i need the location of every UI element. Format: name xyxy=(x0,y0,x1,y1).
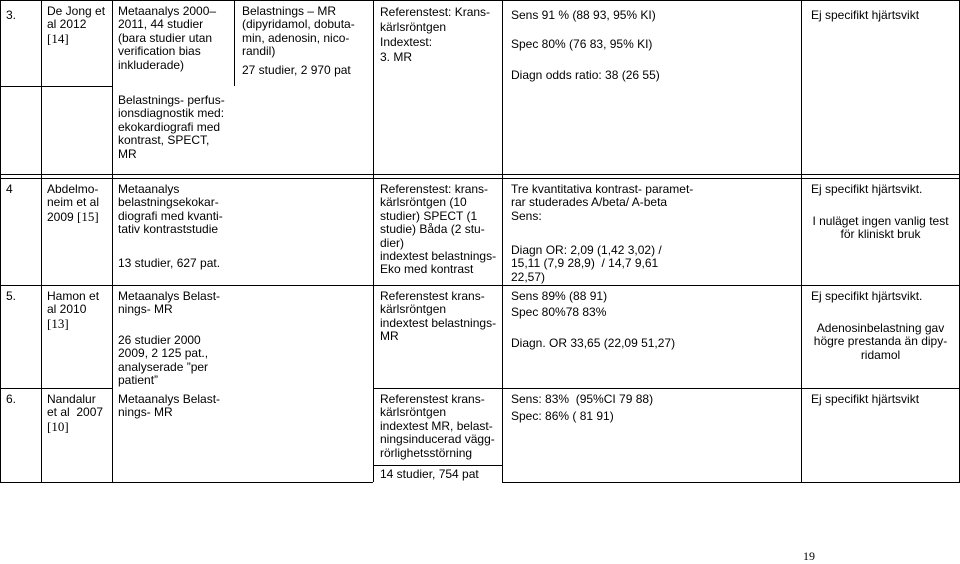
study-count: 27 studier, 2 970 pat xyxy=(242,63,351,77)
study-design: Metaanalys belastningsekokar- diografi med kvanti- tativ kontraststudie xyxy=(118,182,223,237)
page-number: 19 xyxy=(803,549,815,563)
study-design: Metaanalys 2000– 2011, 44 studier (bara studier utan verification bias inkluderade) xyxy=(118,4,217,72)
study-author: Nandalur et al 2007 [10] xyxy=(47,392,104,434)
reference-test: Referenstest krans- kärlsröntgen indextest belastnings- MR xyxy=(380,289,497,344)
study-reference: [14] xyxy=(47,30,69,46)
study-author: Abdelmo- neim et al 2009 [15] xyxy=(47,182,100,224)
reference-test: Referenstest: Krans- kärlsröntgen Indextest: 3. MR xyxy=(380,5,491,64)
comment: Ej specifikt hjärtsvikt. xyxy=(811,289,923,303)
result-odds-ratio: Diagn. OR 33,65 (22,09 51,27) xyxy=(511,336,676,350)
study-reference: [10] xyxy=(47,418,69,434)
row-number: 5. xyxy=(6,289,17,303)
result-odds-ratio: Diagn odds ratio: 38 (26 55) xyxy=(511,68,660,82)
study-reference: [13] xyxy=(47,315,69,331)
study-count: 26 studier 2000 2009, 2 125 pat., analyserade ”per patient” xyxy=(118,333,209,388)
reference-test: Referenstest krans- kärlsröntgen indextest MR, belast- ningsinducerad vägg- rörlighetsstörning xyxy=(380,392,495,460)
study-reference: [15] xyxy=(77,208,99,224)
study-count: 14 studier, 754 pat xyxy=(380,467,479,481)
result-parameters: Tre kvantitativa kontrast- paramet- rar studerades A/beta/ A-beta Sens: xyxy=(511,182,694,223)
result-odds-ratio: Diagn OR: 2,09 (1,42 3,02) / 15,11 (7,9 28,9) / 14,7 9,61 22,57) xyxy=(511,243,662,284)
result-specificity: Spec 80% (76 83, 95% KI) xyxy=(511,37,653,51)
study-design: Metaanalys Belast- nings- MR xyxy=(118,392,221,420)
row-number: 3. xyxy=(6,8,17,22)
study-design: Metaanalys Belast- nings- MR xyxy=(118,289,221,317)
result-sensitivity: Sens 91 % (88 93, 95% KI) xyxy=(511,8,656,22)
study-author: Hamon et al 2010 [13] xyxy=(47,289,100,331)
result-sensitivity: Sens 89% (88 91) xyxy=(511,289,608,303)
comment: Ej specifikt hjärtsvikt xyxy=(811,392,920,406)
comment-note: Adenosinbelastning gav högre prestanda än dipy- ridamol xyxy=(813,321,948,362)
study-population: Belastnings – MR (dipyridamol, dobuta- min, adenosin, nico- randil) xyxy=(242,4,355,59)
study-author: De Jong et al 2012 [14] xyxy=(47,4,106,46)
comment: Ej specifikt hjärtsvikt xyxy=(811,8,920,22)
reference-test: Referenstest: krans- kärlsröntgen (10 studier) SPECT (1 studie) Båda (2 stu- dier) indextest belastnings- Eko med kontrast xyxy=(380,182,497,277)
comment: Ej specifikt hjärtsvikt. xyxy=(811,182,923,196)
result-sensitivity: Sens: 83% (95%CI 79 88) xyxy=(511,392,654,406)
row-number: 6. xyxy=(6,392,17,406)
result-specificity: Spec 80%78 83% xyxy=(511,305,607,319)
row-number: 4 xyxy=(6,182,13,196)
study-count: 13 studier, 627 pat. xyxy=(118,256,221,270)
study-design-method: Belastnings- perfus- ionsdiagnostik med: ekokardiografi med kontrast, SPECT, MR xyxy=(118,93,225,161)
result-specificity: Spec: 86% ( 81 91) xyxy=(511,409,614,423)
comment-note: I nuläget ingen vanlig test för kliniskt bruk xyxy=(812,214,949,242)
